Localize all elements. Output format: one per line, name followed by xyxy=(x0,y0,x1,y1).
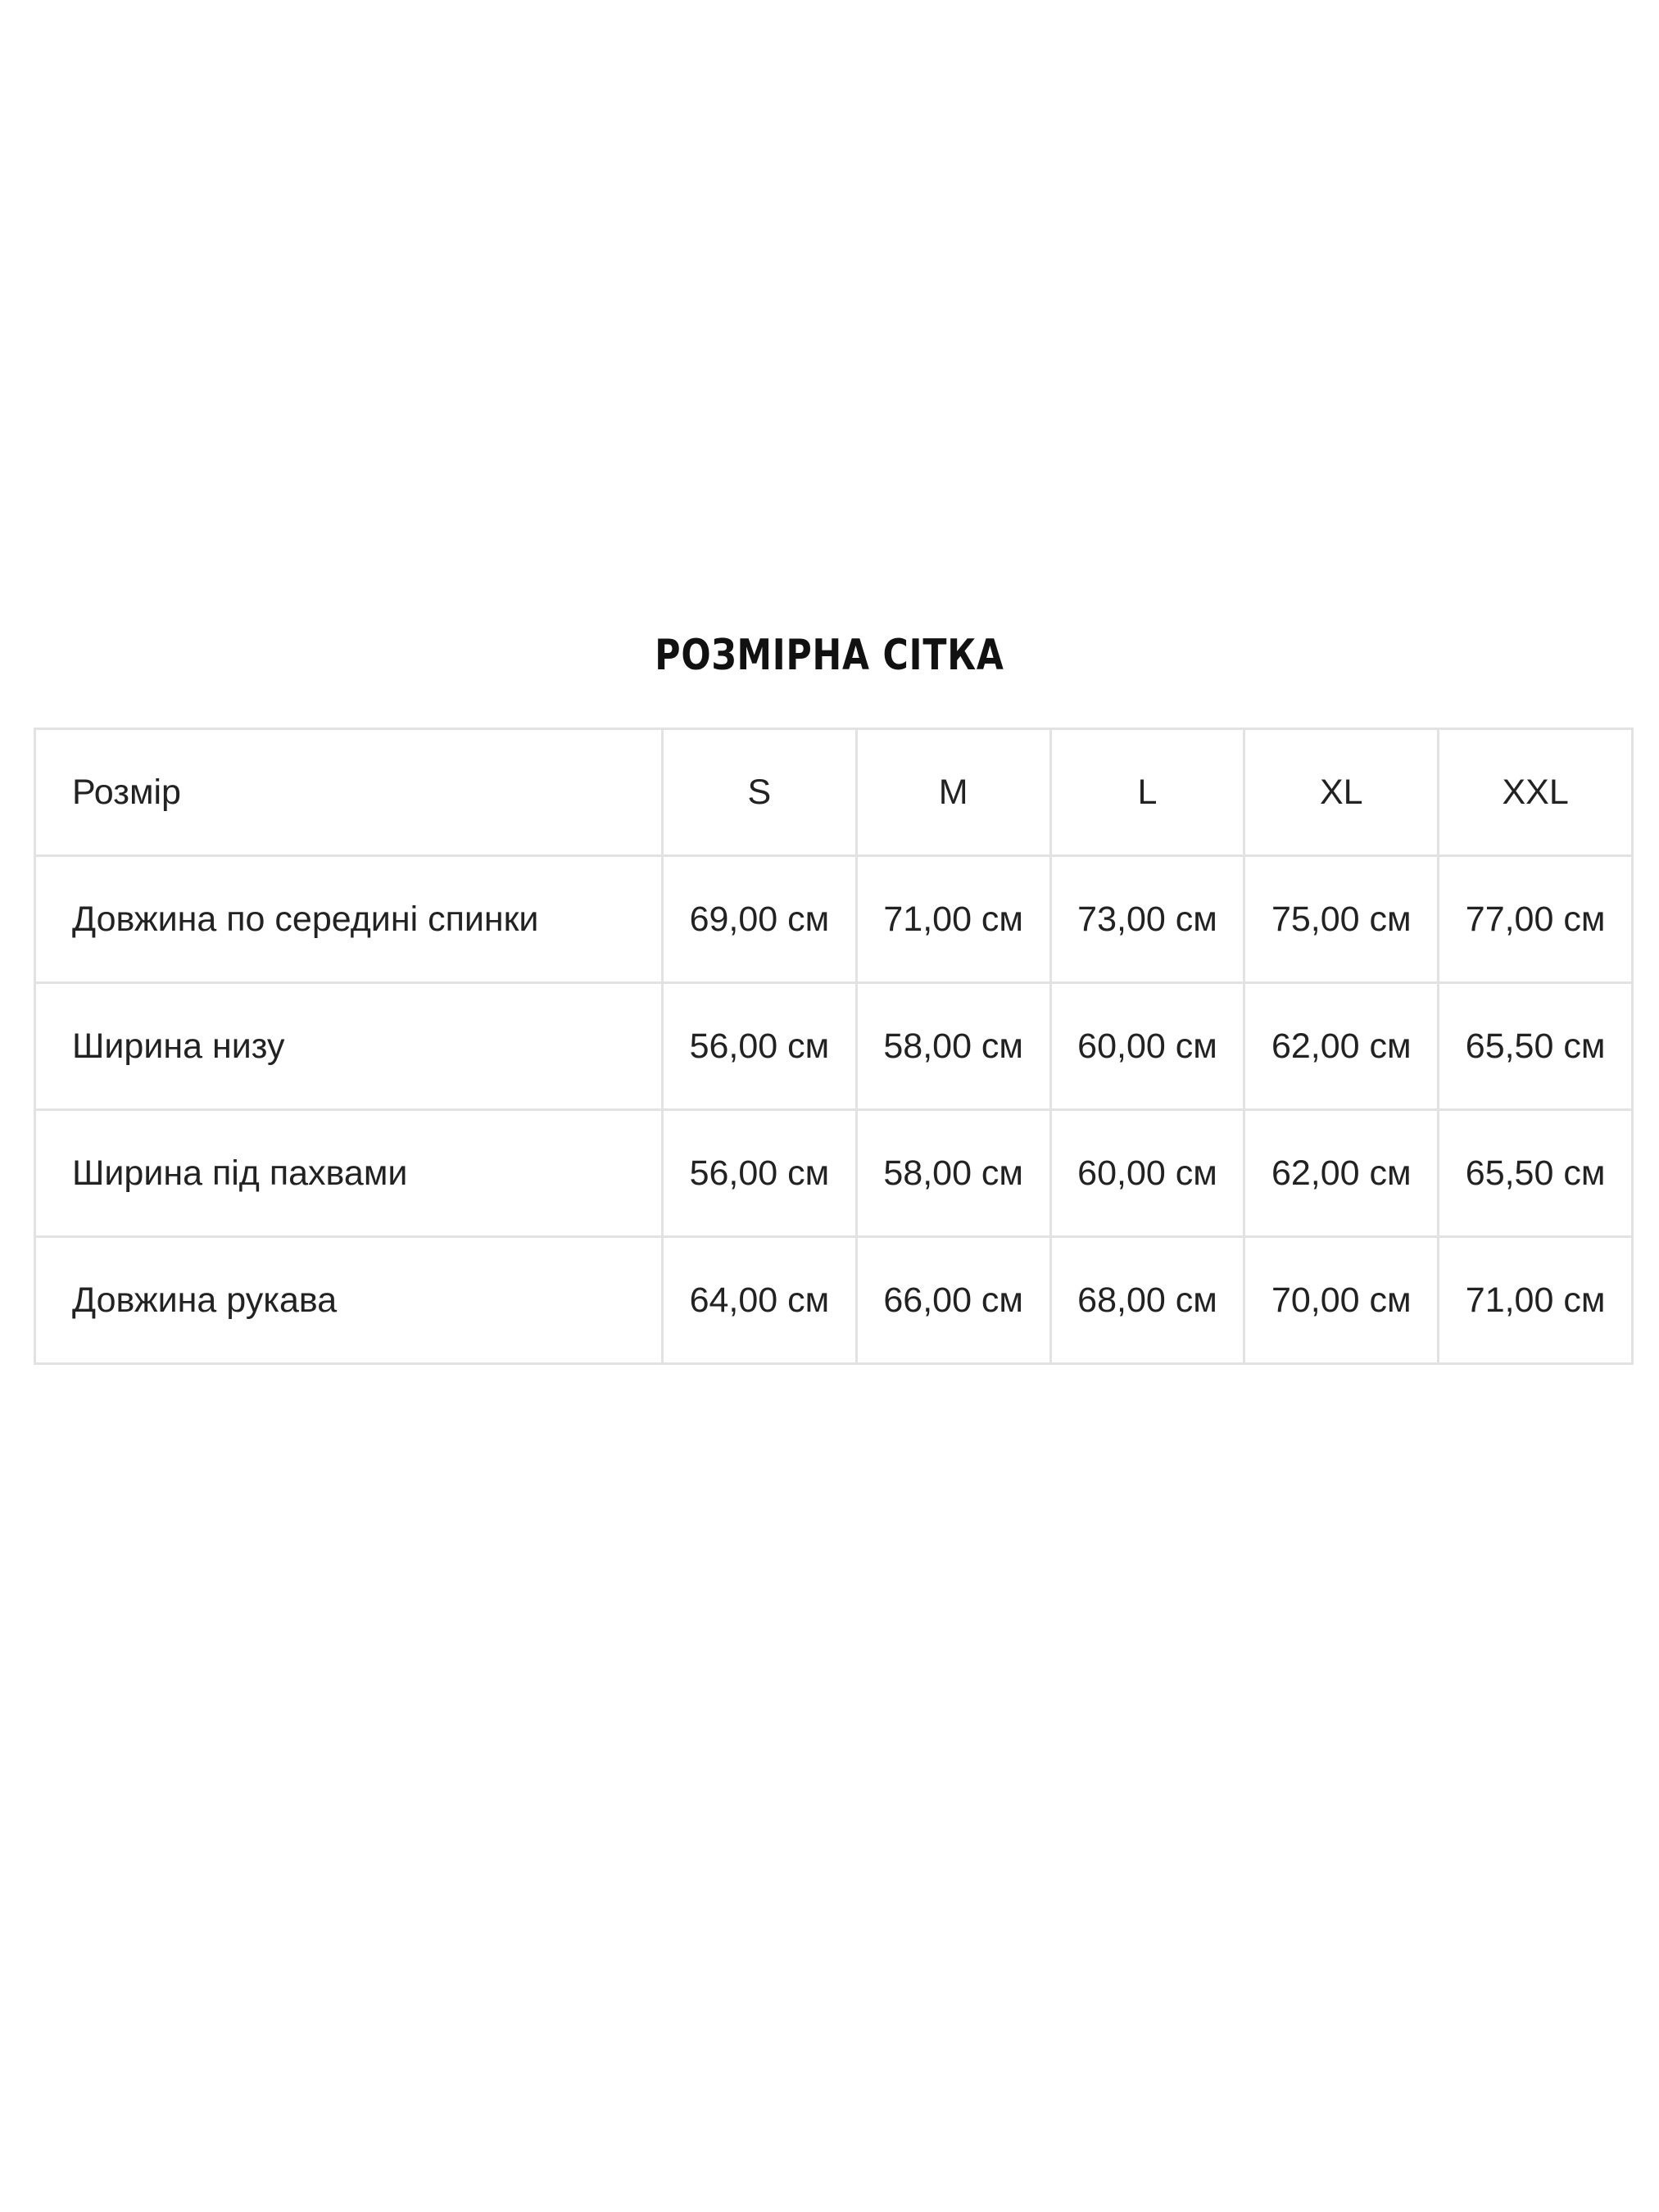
row-label-bottom-width: Ширина низу xyxy=(35,983,663,1110)
table-cell: 64,00 см xyxy=(663,1237,857,1364)
header-size-xl: XL xyxy=(1244,729,1439,856)
table-cell: 58,00 см xyxy=(856,1110,1050,1237)
table-cell: 60,00 см xyxy=(1050,983,1244,1110)
row-label-sleeve-length: Довжина рукава xyxy=(35,1237,663,1364)
table-cell: 71,00 см xyxy=(856,856,1050,983)
table-cell: 58,00 см xyxy=(856,983,1050,1110)
table-cell: 75,00 см xyxy=(1244,856,1439,983)
table-cell: 62,00 см xyxy=(1244,983,1439,1110)
table-row xyxy=(35,856,1633,983)
table-cell: 60,00 см xyxy=(1050,1110,1244,1237)
table-cell: 56,00 см xyxy=(663,1110,857,1237)
table-row xyxy=(35,1110,1633,1237)
table-cell: 69,00 см xyxy=(663,856,857,983)
header-label-cell: Розмір xyxy=(35,729,663,856)
table-cell: 68,00 см xyxy=(1050,1237,1244,1364)
table-header-row xyxy=(35,729,1633,856)
page-title: РОЗМІРНА СІТКА xyxy=(655,631,1004,680)
table-cell: 77,00 см xyxy=(1439,856,1633,983)
table-cell: 70,00 см xyxy=(1244,1237,1439,1364)
header-size-m: M xyxy=(856,729,1050,856)
table-cell: 62,00 см xyxy=(1244,1110,1439,1237)
header-size-xxl: XXL xyxy=(1439,729,1633,856)
header-size-s: S xyxy=(663,729,857,856)
table-cell: 65,50 см xyxy=(1439,1110,1633,1237)
row-label-armpit-width: Ширина під пахвами xyxy=(35,1110,663,1237)
table-cell: 56,00 см xyxy=(663,983,857,1110)
header-size-l: L xyxy=(1050,729,1244,856)
table-row xyxy=(35,983,1633,1110)
table-cell: 71,00 см xyxy=(1439,1237,1633,1364)
table-cell: 65,50 см xyxy=(1439,983,1633,1110)
size-chart-table xyxy=(34,728,1634,1365)
table-cell: 66,00 см xyxy=(856,1237,1050,1364)
table-cell: 73,00 см xyxy=(1050,856,1244,983)
table-row xyxy=(35,1237,1633,1364)
row-label-back-length: Довжина по середині спинки xyxy=(35,856,663,983)
